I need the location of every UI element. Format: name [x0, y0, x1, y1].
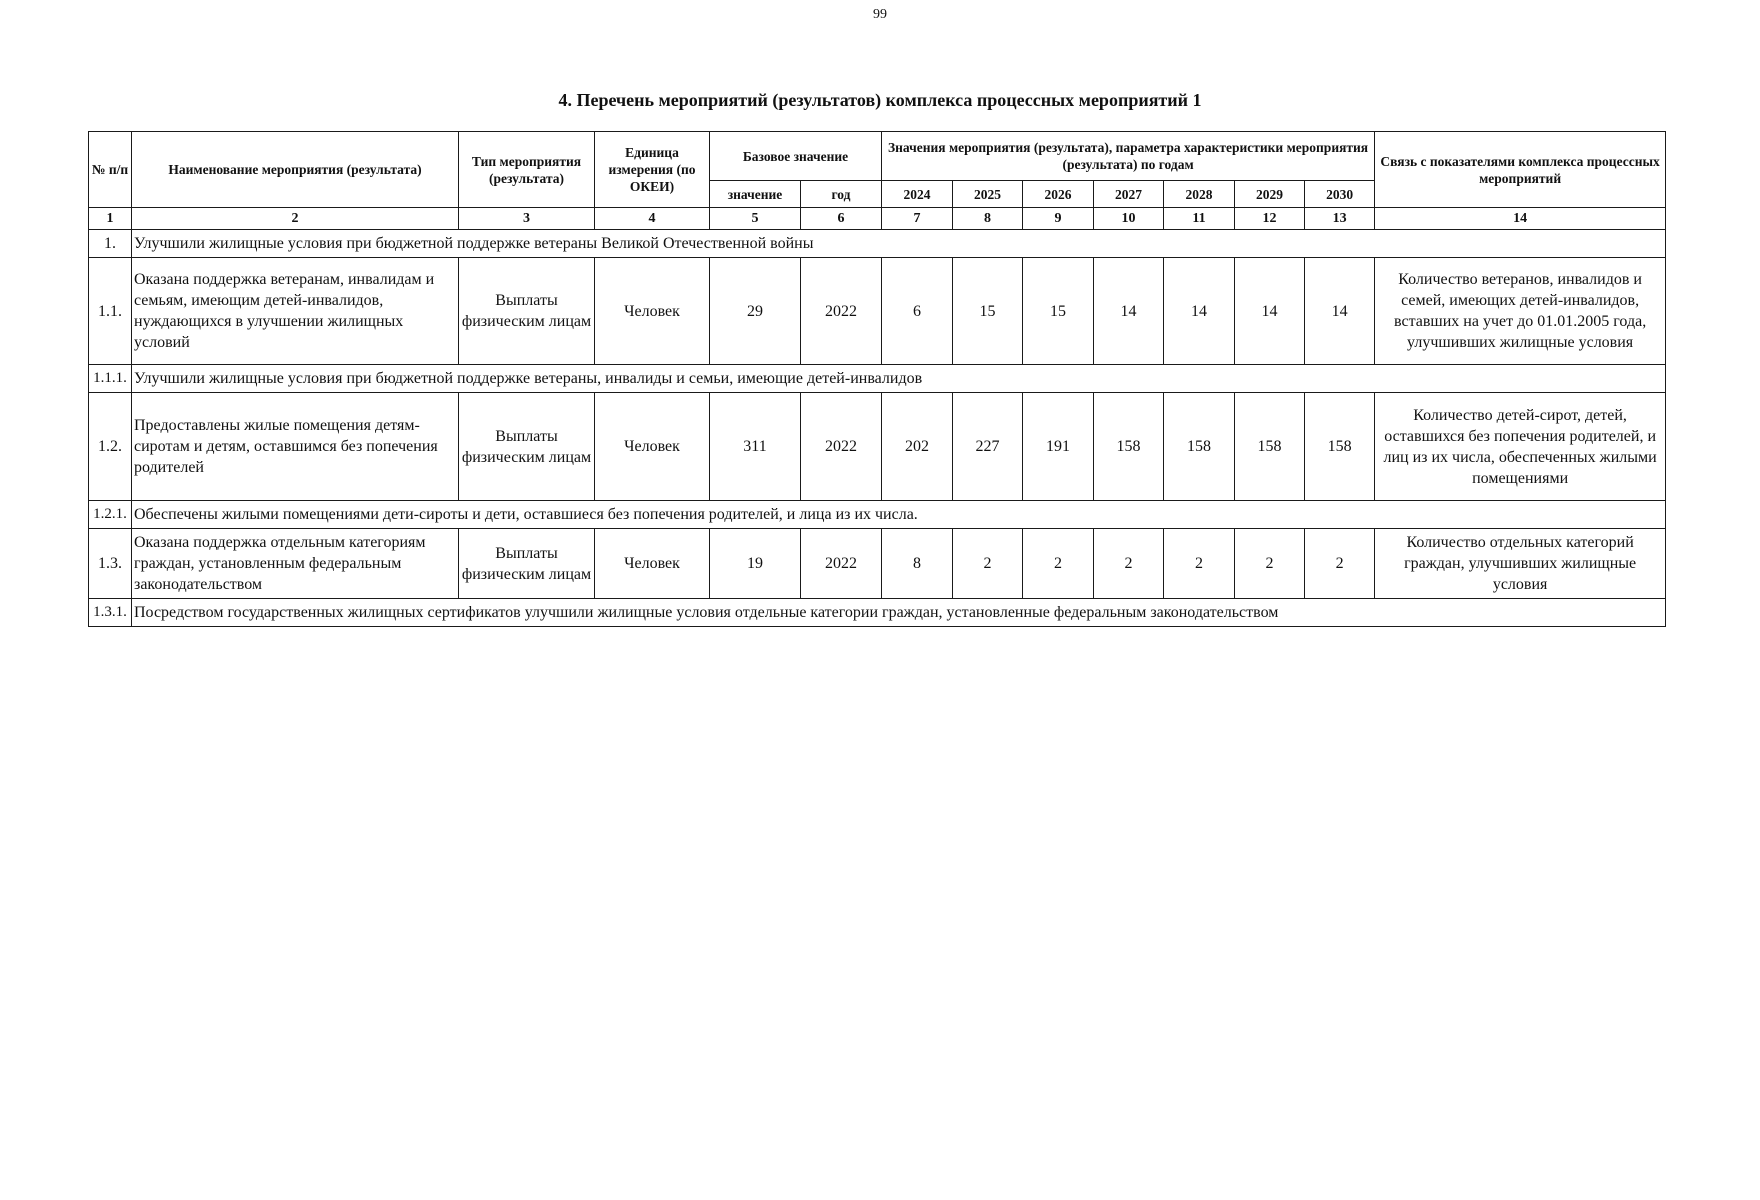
header-link: Связь с показателями комплекса процессных мероприятий [1375, 132, 1666, 208]
row-unit: Человек [595, 258, 710, 365]
subgroup-row [89, 501, 1666, 529]
subgroup-text: Обеспечены жилыми помещениями дети-сироты и дети, оставшиеся без попечения родителей, и лица из их числа. [132, 501, 1666, 529]
row-base-year: 2022 [801, 258, 882, 365]
column-number: 9 [1023, 208, 1094, 230]
row-value-2030: 2 [1305, 529, 1375, 599]
row-unit: Человек [595, 529, 710, 599]
column-number: 10 [1094, 208, 1164, 230]
row-value-2025: 2 [953, 529, 1023, 599]
row-link: Количество отдельных категорий граждан, улучшивших жилищные условия [1375, 529, 1666, 599]
row-base-value: 311 [710, 393, 801, 501]
row-name: Оказана поддержка отдельным категориям граждан, установленным федеральным законодательством [132, 529, 459, 599]
row-name: Оказана поддержка ветеранам, инвалидам и семьям, имеющим детей-инвалидов, нуждающихся в улучшении жилищных условий [132, 258, 459, 365]
header-year: 2025 [953, 181, 1023, 208]
row-value-2024: 202 [882, 393, 953, 501]
row-num: 1.1. [89, 258, 132, 365]
row-base-value: 19 [710, 529, 801, 599]
column-number: 8 [953, 208, 1023, 230]
row-unit: Человек [595, 393, 710, 501]
header-base: Базовое значение [710, 132, 882, 181]
row-value-2029: 2 [1235, 529, 1305, 599]
subgroup-row [89, 365, 1666, 393]
row-value-2028: 14 [1164, 258, 1235, 365]
subgroup-row [89, 599, 1666, 627]
measures-table [88, 131, 1666, 627]
row-base-year: 2022 [801, 393, 882, 501]
row-value-2025: 15 [953, 258, 1023, 365]
row-link: Количество ветеранов, инвалидов и семей, имеющих детей-инвалидов, вставших на учет до 01.01.2005 года, улучшивших жилищные условия [1375, 258, 1666, 365]
row-value-2030: 14 [1305, 258, 1375, 365]
header-num: № п/п [89, 132, 132, 208]
group-row [89, 230, 1666, 258]
column-numbers-row [89, 208, 1666, 230]
subgroup-text: Улучшили жилищные условия при бюджетной поддержке ветераны, инвалиды и семьи, имеющие детей-инвалидов [132, 365, 1666, 393]
page-number: 99 [873, 7, 887, 22]
subgroup-num: 1.1.1. [89, 365, 132, 393]
header-year: 2029 [1235, 181, 1305, 208]
row-num: 1.3. [89, 529, 132, 599]
row-value-2028: 158 [1164, 393, 1235, 501]
header-values-by-year: Значения мероприятия (результата), параметра характеристики мероприятия (результата) по годам [882, 132, 1375, 181]
header-year: 2028 [1164, 181, 1235, 208]
header-year: 2026 [1023, 181, 1094, 208]
row-type: Выплаты физическим лицам [459, 393, 595, 501]
column-number: 14 [1375, 208, 1666, 230]
row-base-year: 2022 [801, 529, 882, 599]
header-unit: Единица измерения (по ОКЕИ) [595, 132, 710, 208]
header-year: 2030 [1305, 181, 1375, 208]
header-base-value: значение [710, 181, 801, 208]
column-number: 12 [1235, 208, 1305, 230]
document-title: 4. Перечень мероприятий (результатов) комплекса процессных мероприятий 1 [558, 90, 1202, 110]
column-number: 3 [459, 208, 595, 230]
header-name: Наименование мероприятия (результата) [132, 132, 459, 208]
row-name: Предоставлены жилые помещения детям-сиротам и детям, оставшимся без попечения родителей [132, 393, 459, 501]
header-row-1 [89, 132, 1666, 181]
row-value-2025: 227 [953, 393, 1023, 501]
row-value-2027: 14 [1094, 258, 1164, 365]
row-value-2026: 191 [1023, 393, 1094, 501]
row-num: 1.2. [89, 393, 132, 501]
header-year: 2024 [882, 181, 953, 208]
row-value-2029: 14 [1235, 258, 1305, 365]
row-value-2026: 2 [1023, 529, 1094, 599]
column-number: 2 [132, 208, 459, 230]
row-type: Выплаты физическим лицам [459, 258, 595, 365]
header-base-year: год [801, 181, 882, 208]
group-text: Улучшили жилищные условия при бюджетной поддержке ветераны Великой Отечественной войны [132, 230, 1666, 258]
column-number: 11 [1164, 208, 1235, 230]
table-row [89, 393, 1666, 501]
row-base-value: 29 [710, 258, 801, 365]
table-row [89, 529, 1666, 599]
subgroup-num: 1.2.1. [89, 501, 132, 529]
subgroup-num: 1.3.1. [89, 599, 132, 627]
row-type: Выплаты физическим лицам [459, 529, 595, 599]
row-value-2027: 158 [1094, 393, 1164, 501]
row-value-2026: 15 [1023, 258, 1094, 365]
row-link: Количество детей-сирот, детей, оставшихся без попечения родителей, и лиц из их числа, обеспеченных жилыми помещениями [1375, 393, 1666, 501]
column-number: 4 [595, 208, 710, 230]
column-number: 13 [1305, 208, 1375, 230]
row-value-2028: 2 [1164, 529, 1235, 599]
column-number: 7 [882, 208, 953, 230]
subgroup-text: Посредством государственных жилищных сертификатов улучшили жилищные условия отдельные категории граждан, установленные федеральным законодательством [132, 599, 1666, 627]
column-number: 5 [710, 208, 801, 230]
group-num: 1. [89, 230, 132, 258]
row-value-2024: 6 [882, 258, 953, 365]
header-type: Тип мероприятия (результата) [459, 132, 595, 208]
column-number: 6 [801, 208, 882, 230]
header-year: 2027 [1094, 181, 1164, 208]
row-value-2029: 158 [1235, 393, 1305, 501]
row-value-2030: 158 [1305, 393, 1375, 501]
column-number: 1 [89, 208, 132, 230]
row-value-2024: 8 [882, 529, 953, 599]
table-row [89, 258, 1666, 365]
row-value-2027: 2 [1094, 529, 1164, 599]
